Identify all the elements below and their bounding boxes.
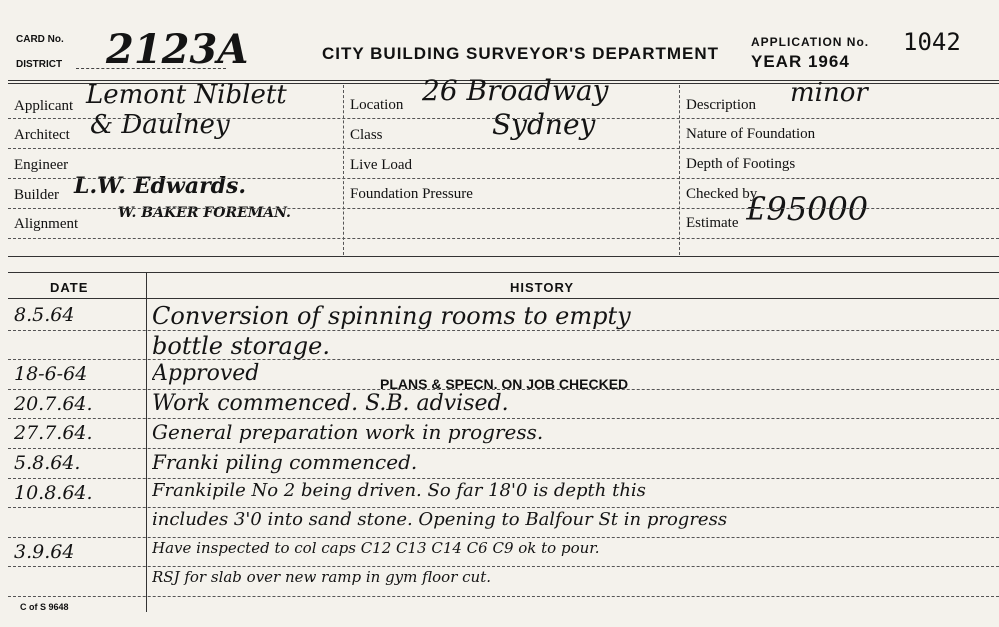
field-row-line-2 — [8, 148, 999, 149]
builder-label: Builder — [14, 187, 59, 203]
history-column-header: HISTORY — [510, 280, 575, 295]
depth-label: Depth of Footings — [686, 156, 796, 172]
checked-label: Checked by — [686, 186, 758, 202]
department-title: CITY BUILDING SURVEYOR'S DEPARTMENT — [322, 44, 720, 63]
table-row-line — [8, 507, 999, 508]
architect-label: Architect — [14, 127, 70, 143]
history-row-text: Work commenced. S.B. advised. — [152, 390, 509, 416]
form-number: C of S 9648 — [20, 602, 69, 612]
table-row-line — [8, 478, 999, 479]
class-label: Class — [350, 127, 383, 143]
district-label: DISTRICT — [16, 59, 63, 70]
history-row-text: Have inspected to col caps C12 C13 C14 C6 C9 ok to pour. — [152, 538, 600, 557]
applicant-value: Lemont Niblett — [86, 80, 287, 110]
field-row-line-3 — [8, 178, 999, 179]
builder-value: L.W. Edwards. — [74, 173, 247, 199]
table-header-rule — [8, 298, 999, 299]
table-row-line — [8, 448, 999, 449]
alignment-label: Alignment — [14, 216, 79, 232]
field-row-line-5 — [8, 238, 999, 239]
engineer-label: Engineer — [14, 157, 69, 173]
history-row-text: Approved — [152, 361, 260, 387]
history-row-text: Conversion of spinning rooms to empty — [152, 302, 631, 330]
foundation-pressure-label: Foundation Pressure — [350, 186, 473, 202]
field-col-divider-2 — [679, 85, 680, 255]
section-rule-1 — [8, 256, 999, 257]
field-col-divider-1 — [343, 85, 344, 255]
alignment-value: W. BAKER FOREMAN. — [118, 205, 291, 221]
nature-label: Nature of Foundation — [686, 126, 816, 142]
description-value: minor — [790, 78, 868, 108]
table-row-line — [8, 566, 999, 567]
district-underline — [76, 68, 226, 69]
history-row-date: 18-6-64 — [14, 363, 88, 386]
description-label: Description — [686, 97, 756, 113]
application-number: 1042 — [903, 28, 961, 56]
card-no-value: 2123A — [106, 26, 249, 73]
history-row-text: Frankipile No 2 being driven. So far 18'0 is depth this — [152, 479, 646, 501]
estimate-value: £95000 — [746, 190, 869, 228]
history-row-date: 10.8.64. — [14, 481, 93, 504]
history-row-text: RSJ for slab over new ramp in gym floor cut. — [152, 568, 492, 587]
location-value: 26 Broadway — [422, 74, 609, 107]
class-value: Sydney — [492, 108, 596, 141]
history-row-date: 20.7.64. — [14, 392, 93, 415]
history-row-date: 3.9.64 — [14, 540, 75, 563]
live-load-label: Live Load — [350, 157, 413, 173]
table-row-line — [8, 596, 999, 597]
date-column-header: DATE — [50, 280, 89, 295]
card-no-label: CARD No. — [16, 34, 64, 45]
history-row-text: bottle storage. — [152, 331, 330, 360]
year-label: YEAR 1964 — [751, 52, 850, 71]
history-row-text: General preparation work in progress. — [152, 420, 544, 445]
field-row-line-4 — [8, 208, 999, 209]
history-row-date: 8.5.64 — [14, 304, 75, 326]
table-row-line — [8, 418, 999, 419]
history-row-text: Franki piling commenced. — [152, 450, 418, 474]
architect-value: & Daulney — [90, 110, 230, 140]
history-row-text: includes 3'0 into sand stone. Opening to Balfour St in progress — [152, 509, 728, 531]
table-row-line — [8, 537, 999, 538]
applicant-label: Applicant — [14, 98, 74, 114]
application-label: APPLICATION No. — [751, 35, 870, 49]
estimate-label: Estimate — [686, 215, 739, 231]
date-history-divider — [146, 272, 147, 612]
plans-checked-stamp: PLANS & SPECN. ON JOB CHECKED — [380, 376, 629, 392]
location-label: Location — [350, 97, 404, 113]
history-row-date: 5.8.64. — [14, 452, 81, 474]
section-rule-2 — [8, 272, 999, 273]
field-row-line-1 — [8, 118, 999, 119]
history-row-date: 27.7.64. — [14, 422, 93, 445]
